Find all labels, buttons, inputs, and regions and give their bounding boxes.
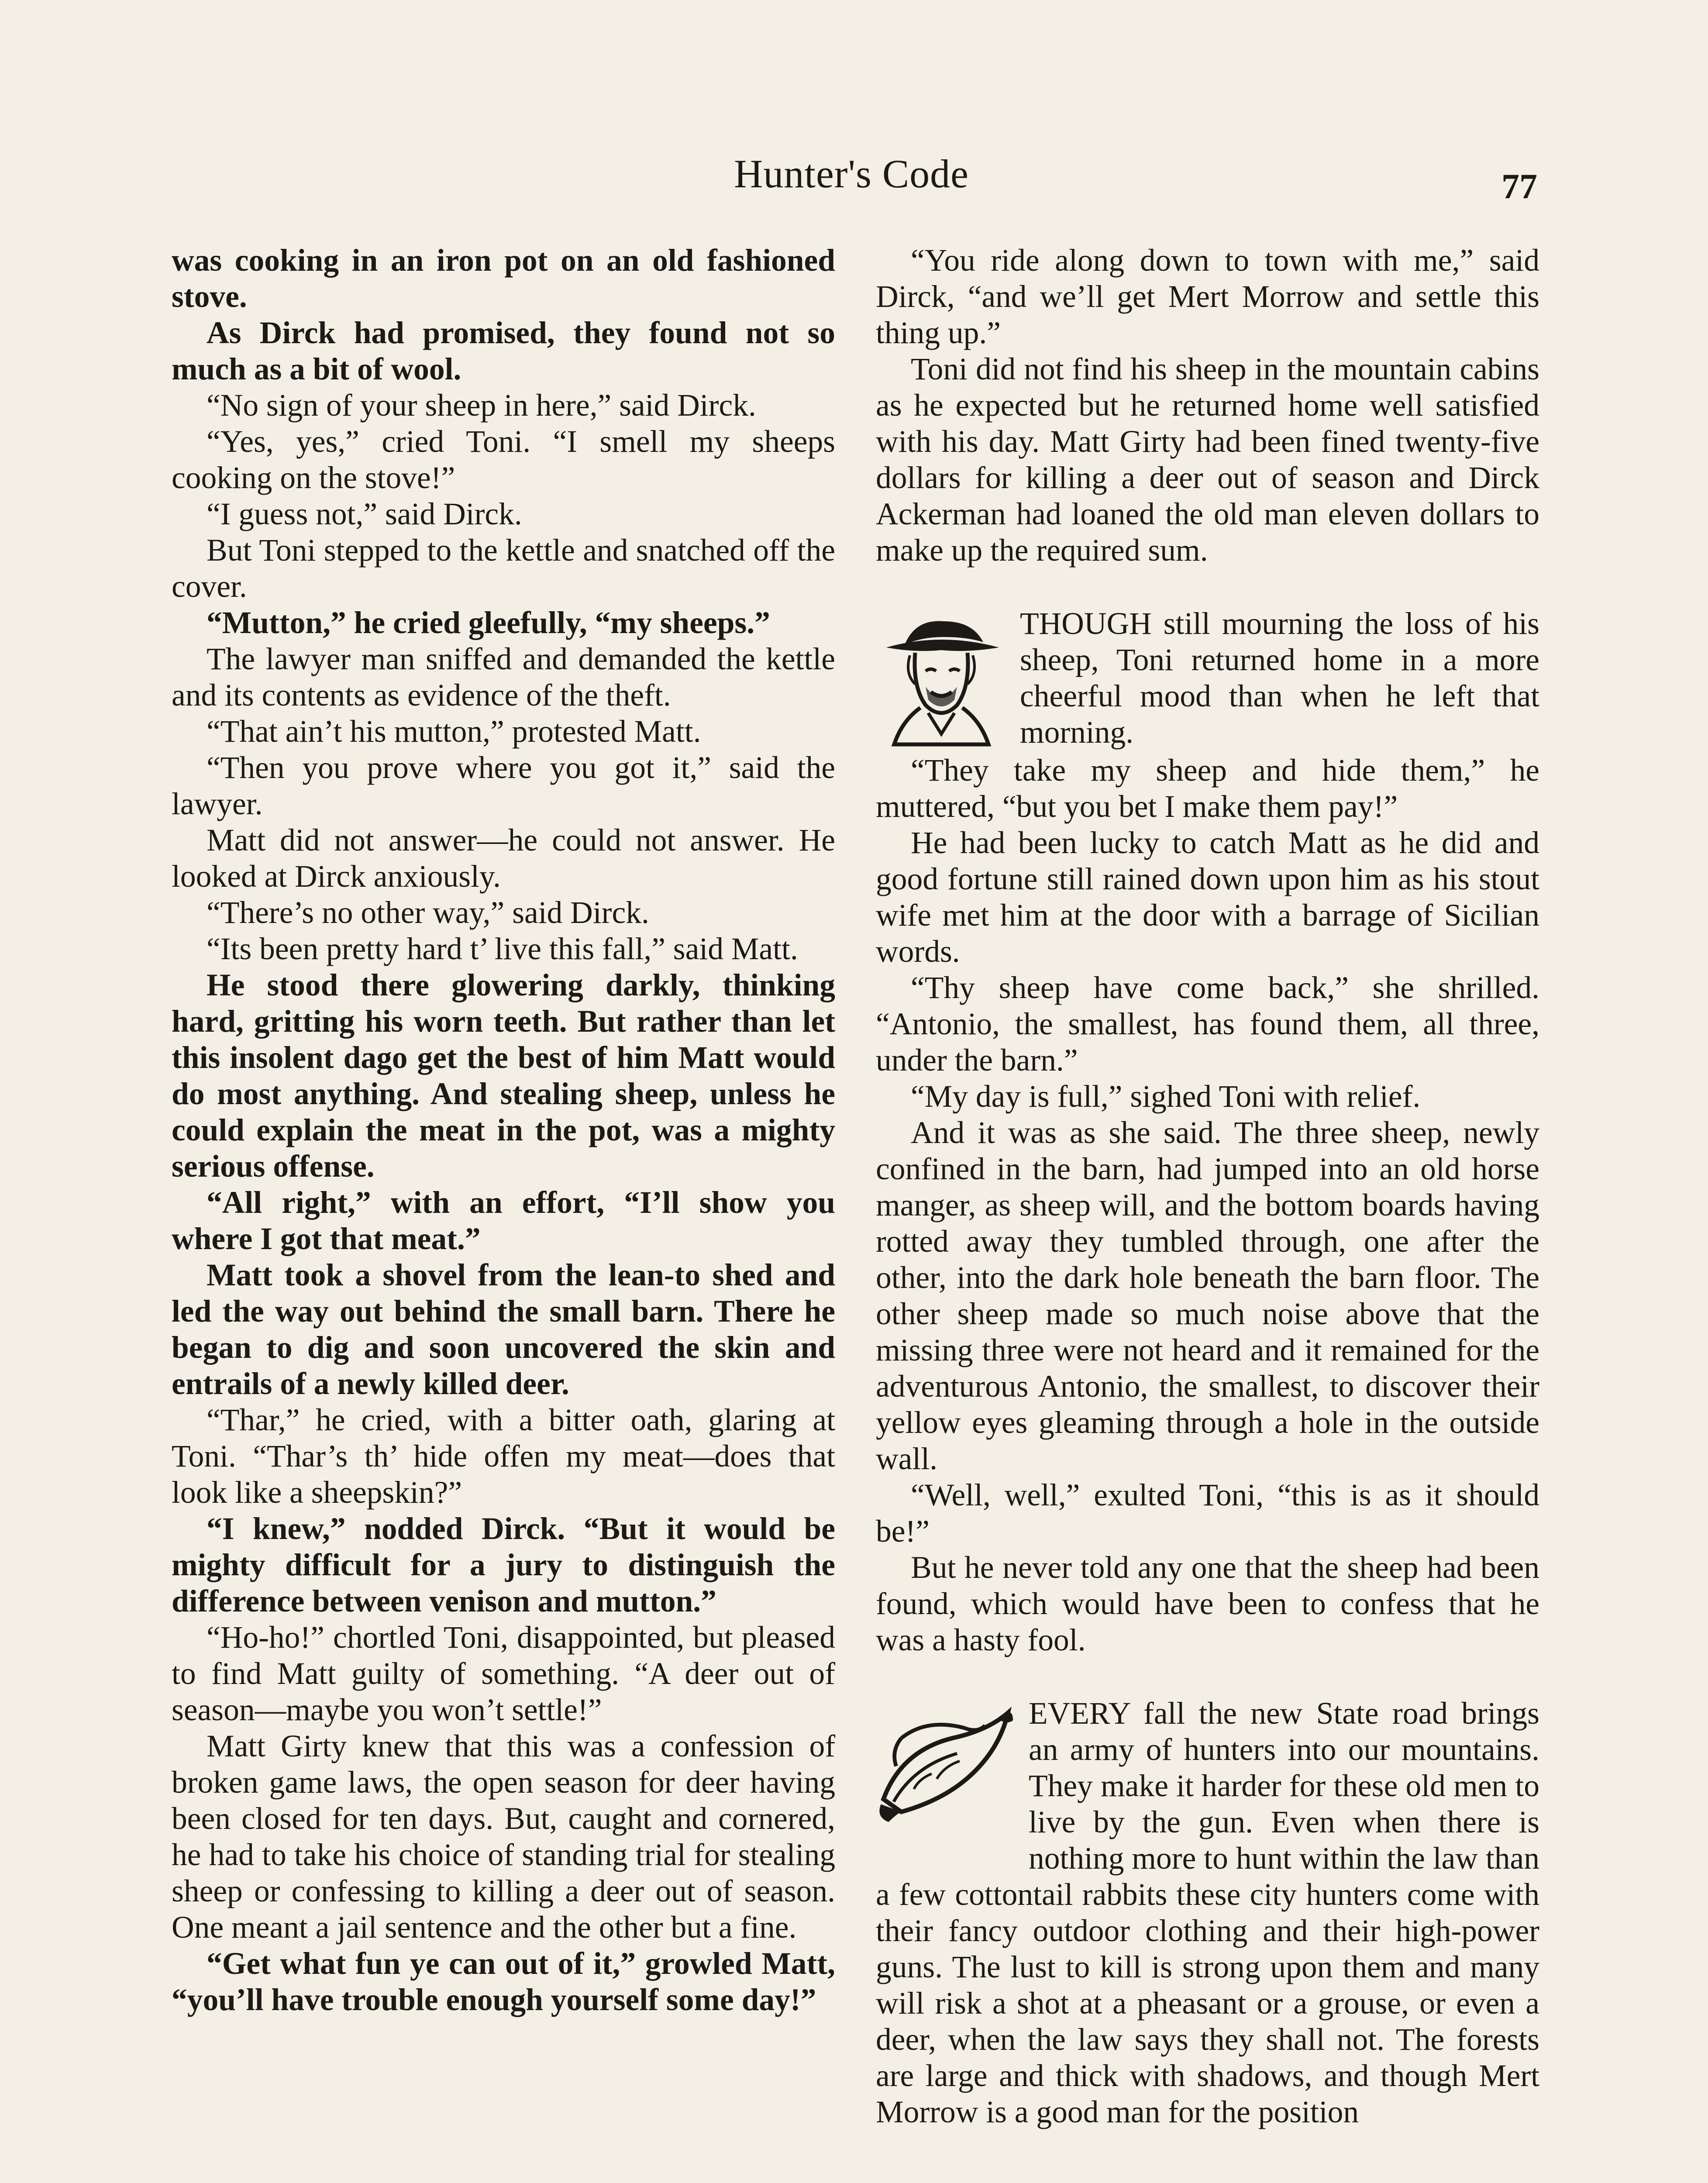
paragraph: But he never told any one that the sheep had been found, which would have been to confess that he was a hasty fool.: [876, 1550, 1539, 1657]
running-head-title: Hunter's Code: [733, 152, 969, 196]
section-break: [876, 568, 1539, 606]
section-lead: THOUGH still mourning the loss of his sheep, Toni returned home in a more cheerful mood than when he left that morning.: [1020, 606, 1539, 750]
paragraph: “You ride along down to town with me,” said Dirck, “and we’ll get Mert Morrow and settle this thing up.”: [876, 243, 1539, 350]
paragraph: “There’s no other way,” said Dirck.: [207, 895, 649, 930]
paragraph: The lawyer man sniffed and demanded the kettle and its contents as evidence of the theft.: [172, 642, 835, 713]
right-column: [876, 242, 1539, 2130]
paragraph: “Get what fun ye can out of it,” growled Matt, “you’ll have trouble enough yourself some day!”: [172, 1946, 835, 2017]
section-three: [876, 1695, 1539, 2130]
paragraph: Matt Girty knew that this was a confession of broken game laws, the open season for deer having been closed for ten days. But, caught and cornered, he had to take his choice of standing trial for stealing sheep or confessing to killing a deer out of season. One meant a jail sentence and the other but a fine.: [172, 1729, 835, 1945]
left-column: [172, 242, 835, 2018]
paragraph: “Mutton,” he cried gleefully, “my sheeps.”: [207, 606, 770, 640]
paragraph: was cooking in an iron pot on an old fashioned stove.: [172, 243, 835, 314]
page-number: 77: [1501, 166, 1537, 206]
section-break: [876, 1658, 1539, 1695]
paragraph: “Yes, yes,” cried Toni. “I smell my sheeps cooking on the stove!”: [172, 424, 835, 495]
paragraph: He stood there glowering darkly, thinking hard, gritting his worn teeth. But rather than let this insolent dago get the best of him Matt would do most anything. And stealing sheep, unless he could explain the meat in the pot, was a mighty serious offense.: [172, 968, 835, 1184]
portrait-vignette-icon: [876, 608, 1007, 752]
paragraph: “They take my sheep and hide them,” he muttered, “but you bet I make them pay!”: [876, 753, 1539, 824]
paragraph: Matt took a shovel from the lean-to shed and led the way out behind the small barn. There he began to dig and soon uncovered the skin and entrails of a newly killed deer.: [172, 1258, 835, 1401]
paragraph: Toni did not find his sheep in the mountain cabins as he expected but he returned home well satisfied with his day. Matt Girty had been fined twenty-five dollars for killing a deer out of season and Dirck Ackerman had loaned the old man eleven dollars to make up the required sum.: [876, 352, 1539, 568]
paragraph: And it was as she said. The three sheep, newly confined in the barn, had jumped into an old horse manger, as sheep will, and the bottom boards having rotted away they tumbled through, one after the other, into the dark hole beneath the barn floor. The other sheep made so much noise above that the missing three were not heard and it remained for the adventurous Antonio, the smallest, to discover their yellow eyes gleaming through a hole in the outside wall.: [876, 1116, 1539, 1476]
paragraph: “That ain’t his mutton,” protested Matt.: [207, 714, 701, 749]
paragraph: “I guess not,” said Dirck.: [207, 497, 522, 531]
paragraph: “Its been pretty hard t’ live this fall,” said Matt.: [207, 932, 798, 966]
paragraph: “I knew,” nodded Dirck. “But it would be mighty difficult for a jury to distinguish the difference between venison and mutton.”: [172, 1512, 835, 1618]
paragraph: “Thy sheep have come back,” she shrilled. “Antonio, the smallest, has found them, all three, under the barn.”: [876, 971, 1539, 1078]
paragraph: “My day is full,” sighed Toni with relief.: [911, 1079, 1421, 1114]
paragraph: But Toni stepped to the kettle and snatched off the cover.: [172, 533, 835, 604]
paragraph: “Well, well,” exulted Toni, “this is as it should be!”: [876, 1478, 1539, 1549]
paragraph: “Ho-ho!” chortled Toni, disappointed, but pleased to find Matt guilty of something. “A deer out of season—maybe you won’t settle!”: [172, 1620, 835, 1727]
paragraph: “All right,” with an effort, “I’ll show you where I got that meat.”: [172, 1185, 835, 1256]
paragraph: “Then you prove where you got it,” said the lawyer.: [172, 751, 835, 821]
paragraph: “No sign of your sheep in here,” said Dirck.: [207, 388, 756, 423]
paragraph: As Dirck had promised, they found not so much as a bit of wool.: [172, 316, 835, 386]
paragraph: Matt did not answer—he could not answer. He looked at Dirck anxiously.: [172, 823, 835, 894]
paragraph: He had been lucky to catch Matt as he did and good fortune still rained down upon him as his stout wife met him at the door with a barrage of Sicilian words.: [876, 826, 1539, 969]
powder-horn-icon: [876, 1698, 1016, 1842]
paragraph: “Thar,” he cried, with a bitter oath, glaring at Toni. “Thar’s th’ hide offen my meat—does that look like a sheepskin?”: [172, 1403, 835, 1510]
section-two: [876, 606, 1539, 752]
section-lead: EVERY fall the new State road brings an army of hunters into our mountains. They make it harder for these old men to live by the gun. Even when there is nothing more to hunt within the law than a few cottontail rabbits these city hunters come with their fancy outdoor clothing and their high-power guns. The lust to kill is strong upon them and many will risk a shot at a pheasant or a grouse, or even a deer, when the law says they shall not. The forests are large and thick with shadows, and though Mert Morrow is a good man for the position: [876, 1696, 1539, 2129]
